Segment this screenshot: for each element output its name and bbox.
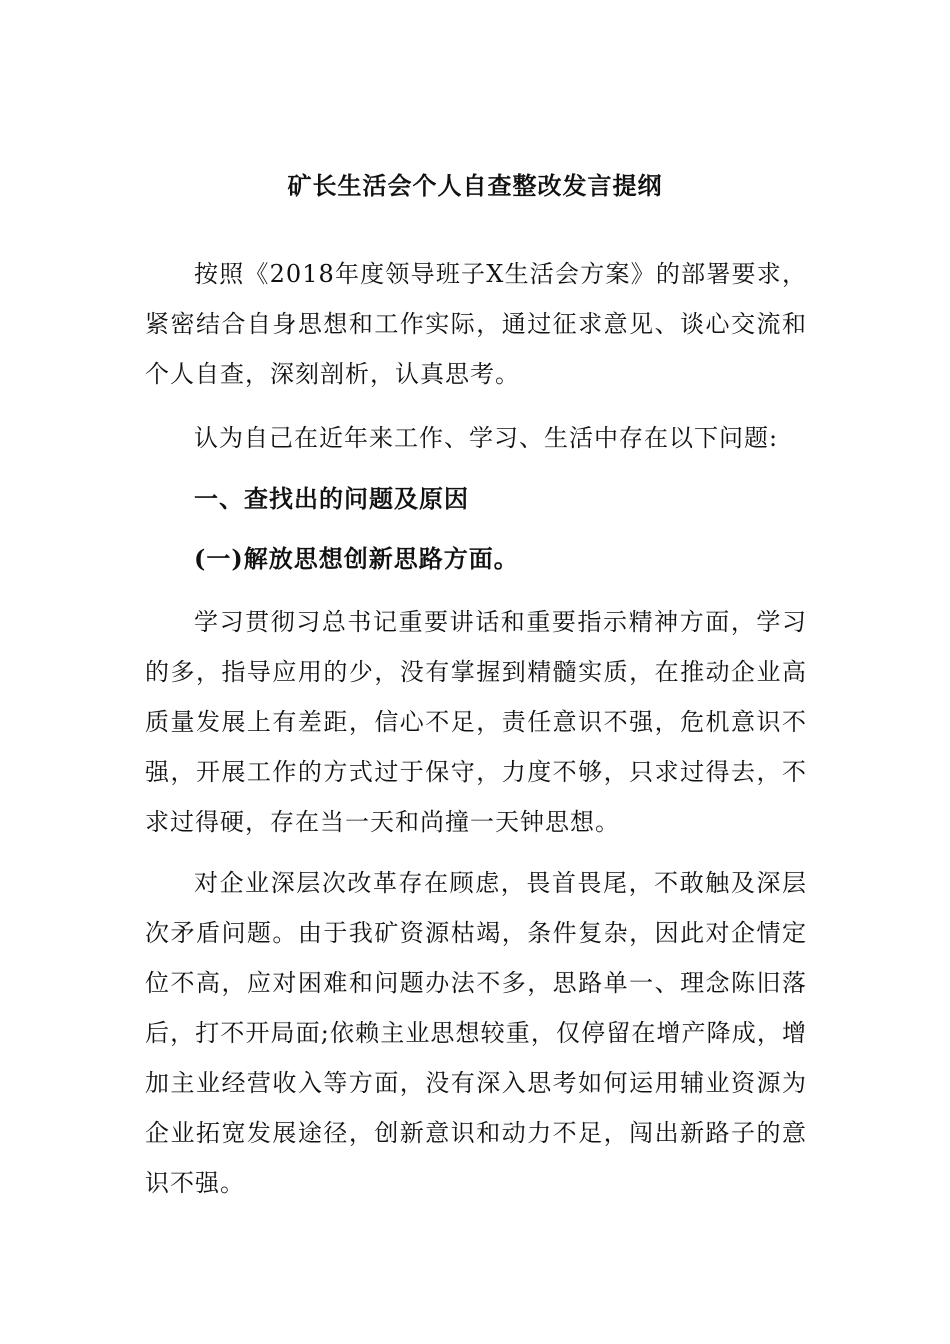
paragraph-reform: 对企业深层次改革存在顾虑，畏首畏尾，不敢触及深层次矛盾问题。由于我矿资源枯竭，条件复杂，因此对企情定位不高，应对困难和问题办法不多，思路单一、理念陈旧落后，打不开局面;依赖主业思想较重，仅停留在增产降成，增加主业经营收入等方面，没有深入思考如何运用辅业资源为企业拓宽发展途径，创新意识和动力不足，闯出新路子的意识不强。 bbox=[145, 869, 807, 1197]
paragraph-problems-lead: 认为自己在近年来工作、学习、生活中存在以下问题: bbox=[194, 424, 779, 452]
paragraph-study: 学习贯彻习总书记重要讲话和重要指示精神方面，学习的多，指导应用的少，没有掌握到精髓实质，在推动企业高质量发展上有差距，信心不足，责任意识不强，危机意识不强，开展工作的方式过于保守，力度不够，只求过得去，不求过得硬，存在当一天和尚撞一天钟思想。 bbox=[145, 608, 807, 836]
section-heading: 一、查找出的问题及原因 bbox=[194, 484, 469, 513]
document-title: 矿长生活会个人自查整改发言提纲 bbox=[287, 171, 663, 200]
subsection-heading: (一)解放思想创新思路方面。 bbox=[194, 544, 519, 573]
paragraph-intro: 按照《2018年度领导班子X生活会方案》的部署要求，紧密结合自身思想和工作实际，通过征求意见、谈心交流和个人自查，深刻剖析，认真思考。 bbox=[145, 260, 807, 388]
